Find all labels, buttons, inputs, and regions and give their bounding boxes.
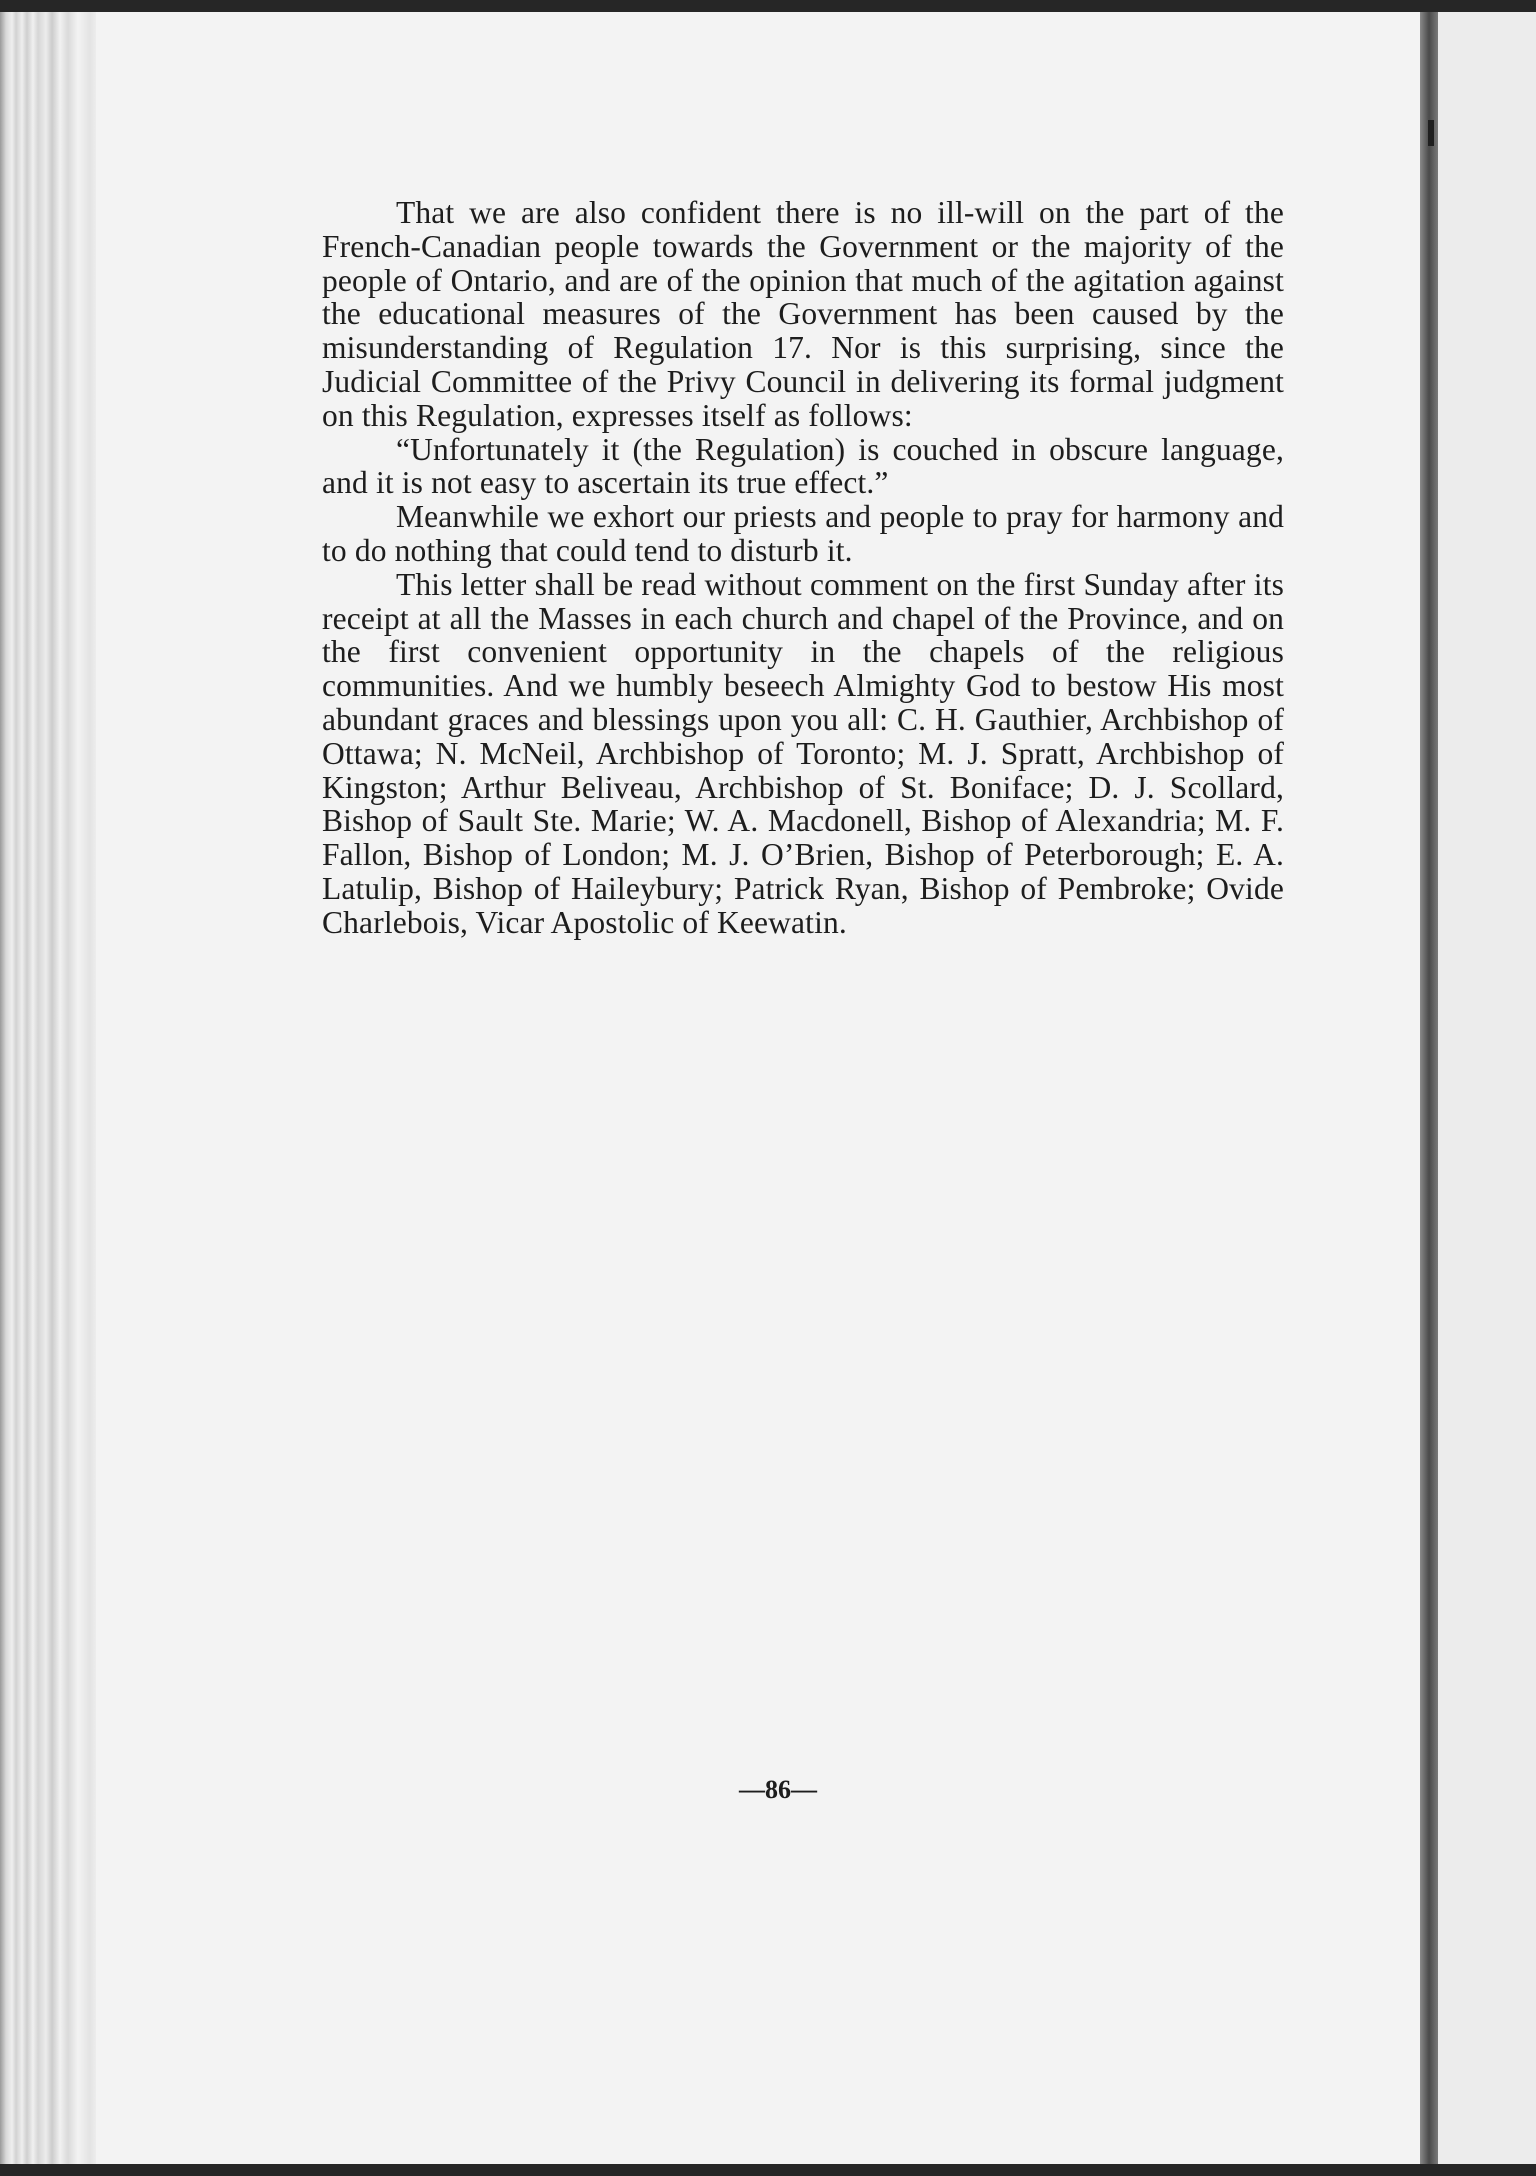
fold-mark: [1428, 120, 1434, 146]
facing-page-strip: [1438, 12, 1536, 2164]
scan-bottom-border: [0, 2164, 1536, 2176]
paragraph-signatories: This letter shall be read without comment on the first Sunday after its receipt at all the Masses in each church and chapel of the Province, and on the first convenient opportunity in the chapels of the religious communities. And we humbly beseech Almighty God to bestow His most abundant graces and blessings upon you all: C. H. Gauthier, Archbishop of Ottawa; N. McNeil, Archbishop of Toronto; M. J. Spratt, Archbishop of Kingston; Arthur Beliveau, Archbishop of St. Boniface; D. J. Scollard, Bishop of Sault Ste. Marie; W. A. Macdonell, Bishop of Alexandria; M. F. Fallon, Bishop of London; M. J. O’Brien, Bishop of Peterborough; E. A. Latulip, Bishop of Haileybury; Patrick Ryan, Bishop of Pembroke; Ovide Charlebois, Vicar Apostolic of Keewatin.: [322, 566, 1284, 940]
paragraph-quotation: “Unfortunately it (the Regulation) is couched in obscure language, and it is not easy to ascertain its true effect.”: [322, 431, 1284, 501]
body-text: [322, 196, 1284, 940]
binding-fold: [1420, 12, 1438, 2164]
page-number: —86—: [739, 1775, 817, 1804]
scan-top-border: [0, 0, 1536, 12]
book-page-edges: [0, 10, 110, 2166]
paragraph-exhortation: Meanwhile we exhort our priests and people to pray for harmony and to do nothing that could tend to disturb it.: [322, 499, 1284, 568]
paragraph-confidence: That we are also confident there is no ill-will on the part of the French-Canadian people towards the Government or the majority of the people of Ontario, and are of the opinion that much of the agitation against the educational measures of the Government has been caused by the misunderstanding of Regulation 17. Nor is this surprising, since the Judicial Committee of the Privy Council in delivering its formal judgment on this Regulation, expresses itself as follows:: [322, 195, 1284, 433]
